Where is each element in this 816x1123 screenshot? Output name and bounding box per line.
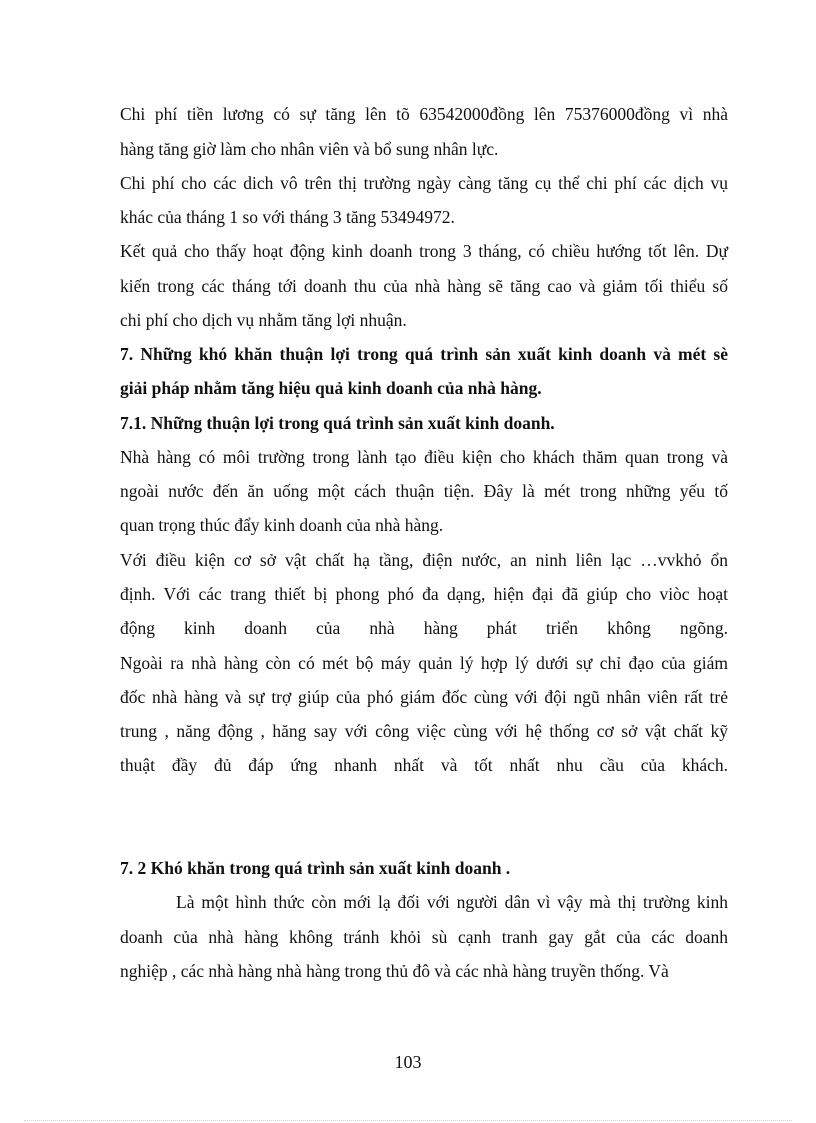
section-heading: 7. Những khó khăn thuận lợi trong quá trình sản xuất kinh doanh và mét sè [120,344,728,364]
paragraph-line: kiến trong các tháng tới doanh thu của nhà hàng sẽ tăng cao và giảm tối thiểu số [120,276,728,296]
paragraph-line: Chi phí tiền lương có sự tăng lên tõ 63542000đồng lên 75376000đồng vì nhà [120,104,728,124]
paragraph-line: Chi phí cho các dich vô trên thị trường ngày càng tăng cụ thể chi phí các dịch vụ [120,173,728,193]
paragraph-line: trung , năng động , hăng say với công việc cùng với hệ thống cơ sở vật chất kỹ [120,721,728,741]
paragraph-line: đốc nhà hàng và sự trợ giúp của phó giám đốc cùng với đội ngũ nhân viên rất trẻ [120,687,728,707]
paragraph-line: định. Với các trang thiết bị phong phó đa dạng, hiện đại đã giúp cho viòc hoạt [120,584,728,604]
page-bottom-rule [24,1120,792,1121]
subsection-heading: 7. 2 Khó khăn trong quá trình sản xuất kinh doanh . [120,858,511,878]
section-heading: giải pháp nhằm tăng hiệu quả kinh doanh của nhà hàng. [120,378,542,398]
paragraph-line: nghiệp , các nhà hàng nhà hàng trong thủ đô và các nhà hàng truyền thống. Và [120,961,669,981]
paragraph-line: chi phí cho dịch vụ nhằm tăng lợi nhuận. [120,310,407,330]
paragraph-line: doanh của nhà hàng không tránh khỏi sù cạnh tranh gay gắt của các doanh [120,927,728,947]
paragraph-line: khác của tháng 1 so với tháng 3 tăng 53494972. [120,207,455,227]
paragraph-line: Với điều kiện cơ sở vật chất hạ tầng, điện nước, an ninh liên lạc …vvkhỏ ổn [120,550,728,570]
page-number: 103 [394,1052,422,1072]
paragraph-line: thuật đầy đủ đáp ứng nhanh nhất và tốt nhất nhu cầu của khách. [120,755,728,775]
paragraph-line: động kinh doanh của nhà hàng phát triển không ngõng. [120,618,728,638]
paragraph-line: quan trọng thúc đẩy kinh doanh của nhà hàng. [120,515,444,535]
paragraph-line: hàng tăng giờ làm cho nhân viên và bổ sung nhân lực. [120,139,499,159]
paragraph-line: ngoài nước đến ăn uống một cách thuận tiện. Đây là mét trong những yếu tố [120,481,728,501]
paragraph-line: Nhà hàng có môi trường trong lành tạo điều kiện cho khách thăm quan trong và [120,447,728,467]
paragraph-line: Kết quả cho thấy hoạt động kinh doanh trong 3 tháng, có chiều hướng tốt lên. Dự [120,241,728,261]
paragraph-line: Là một hình thức còn mới lạ đối với người dân vì vậy mà thị trường kinh [176,892,728,912]
paragraph-line: Ngoài ra nhà hàng còn có mét bộ máy quản lý hợp lý dưới sự chỉ đạo của giám [120,653,728,673]
subsection-heading: 7.1. Những thuận lợi trong quá trình sản xuất kinh doanh. [120,413,555,433]
